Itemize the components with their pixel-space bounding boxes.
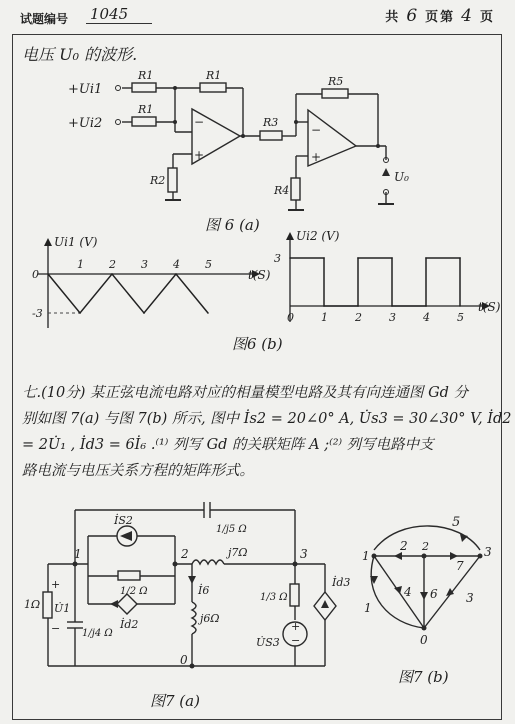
waveform-point — [289, 257, 291, 259]
graph-node-3: 3 — [484, 545, 492, 559]
source-id3-label: İd3 — [332, 576, 351, 589]
graph-branch-3: 3 — [466, 591, 474, 605]
graph-branch-6: 6 — [430, 587, 438, 601]
problem-line: = 2U̇₁ , İd3 = 6İ₆ .⁽¹⁾ 列写 Gd 的关联矩阵 A ;⁽²⁾ 列写电路中支 — [22, 437, 434, 453]
svg-text:−: − — [291, 634, 301, 647]
resistor-r1-top-label: R1 — [138, 69, 154, 82]
resistor-r3-label: R3 — [263, 116, 279, 129]
waveform-point — [425, 257, 427, 259]
waveform-line — [290, 258, 460, 306]
waveform-point — [459, 257, 461, 259]
y-axis-label: Ui2 (V) — [296, 229, 340, 243]
problem-7-text — [22, 380, 512, 484]
x-tick-label: 5 — [457, 311, 464, 324]
figure-7b-caption: 图7 (b) — [398, 668, 449, 686]
x-tick-label: 4 — [423, 311, 430, 324]
figure-6b-caption: 图6 (b) — [232, 335, 283, 353]
svg-text:+: + — [51, 578, 61, 591]
waveform-point — [425, 305, 427, 307]
source-is2-label: İS2 — [114, 514, 133, 527]
x-tick-label: 1 — [321, 311, 328, 324]
y-axis-arrow — [44, 238, 52, 246]
waveform-point — [357, 305, 359, 307]
waveform-line — [48, 274, 208, 313]
figure-7b-graph — [360, 506, 500, 656]
svg-text:+: + — [291, 620, 301, 633]
resistor-r1-feedback-label: R1 — [206, 69, 222, 82]
current-page: 4 — [461, 6, 474, 26]
graph-branch-2: 2 — [400, 539, 408, 553]
x-axis-label: t(S) — [248, 268, 271, 282]
waveform-point — [207, 312, 209, 314]
waveform-point — [391, 257, 393, 259]
svg-text:+: + — [194, 148, 205, 162]
resistor-half-label: 1/2 Ω — [120, 586, 148, 597]
inductor-j6-label: j6Ω — [200, 612, 220, 625]
source-us3-label: U̇S3 — [256, 636, 280, 649]
fig7a-node-1: 1 — [74, 547, 82, 561]
graph-branch-5: 5 — [452, 515, 461, 530]
resistor-r2-label: R2 — [150, 174, 166, 187]
fig7a-node-3: 3 — [300, 547, 308, 561]
y-axis-label: Ui1 (V) — [54, 235, 98, 249]
graph-branch-1: 1 — [364, 601, 372, 615]
fig7a-node-0: 0 — [180, 653, 188, 667]
resistor-r5-label: R5 — [328, 75, 344, 88]
y-tick-label: 0 — [32, 268, 39, 281]
waveform-point — [111, 273, 113, 275]
voltage-u1-label: U̇1 — [54, 602, 71, 615]
resistor-r1-mid-label: R1 — [138, 103, 154, 116]
graph-branch-4: 4 — [404, 585, 412, 599]
cap-left-label: 1/j4 Ω — [82, 628, 113, 639]
output-u0-label: U₀ — [394, 170, 409, 184]
source-id2-label: İd2 — [120, 618, 139, 631]
svg-text:−: − — [51, 622, 61, 635]
graph-node-1: 1 — [362, 549, 370, 563]
cap-top-label: 1/j5 Ω — [216, 524, 247, 535]
waveform-point — [357, 257, 359, 259]
waveform-point — [175, 273, 177, 275]
waveform-point — [143, 312, 145, 314]
resistor-third-label: 1/3 Ω — [260, 592, 288, 603]
x-tick-label: 1 — [77, 258, 84, 271]
waveform-point — [391, 305, 393, 307]
page-indicator: 共 6 页第 4 页 — [385, 6, 495, 26]
graph-node-0: 0 — [420, 633, 428, 647]
problem-line: 路电流与电压关系方程的矩阵形式。 — [22, 463, 254, 479]
resistor-r4-label: R4 — [274, 184, 290, 197]
waveform-point — [323, 305, 325, 307]
x-tick-label: 5 — [205, 258, 212, 271]
total-pages: 6 — [406, 6, 420, 26]
fig7a-node-2: 2 — [181, 547, 189, 561]
waveform-ui2-chart — [268, 228, 504, 336]
problem-line: 七.(10分) 某正弦电流电路对应的相量模型电路及其有向连通图 Gd 分 — [22, 385, 469, 401]
input-ui2-label: +Ui2 — [68, 116, 103, 131]
figure-7a-circuit — [20, 496, 350, 686]
x-tick-label: 2 — [109, 258, 116, 271]
y-tick-label: -3 — [32, 307, 43, 320]
svg-text:+: + — [311, 150, 322, 164]
svg-text:−: − — [311, 123, 322, 137]
x-tick-label: 0 — [287, 311, 294, 324]
exam-id-label: 试题编号 — [20, 12, 69, 26]
waveform-point — [79, 312, 81, 314]
intro-line: 电压 U₀ 的波形. — [22, 45, 138, 64]
waveform-point — [47, 273, 49, 275]
svg-text:−: − — [194, 115, 205, 129]
y-axis-arrow — [286, 232, 294, 240]
waveform-ui1-chart — [18, 235, 271, 336]
x-tick-label: 4 — [173, 258, 180, 271]
waveform-point — [323, 257, 325, 259]
figure-6a-caption: 图 6 (a) — [205, 216, 260, 234]
current-i6-label: İ6 — [198, 584, 210, 597]
graph-branch-7: 7 — [456, 559, 464, 573]
graph-node-2: 2 — [422, 540, 429, 553]
exam-id-number: 1045 — [86, 5, 152, 24]
figure-7a-caption: 图7 (a) — [150, 692, 200, 710]
x-axis-label: t(S) — [478, 300, 501, 314]
y-tick-label: 3 — [274, 252, 281, 265]
x-tick-label: 2 — [355, 311, 362, 324]
x-tick-label: 3 — [389, 311, 396, 324]
resistor-1ohm-label: 1Ω — [24, 598, 41, 611]
x-tick-label: 3 — [141, 258, 148, 271]
problem-line: 别如图 7(a) 与图 7(b) 所示, 图中 İs2 = 20∠0° A, U̇s3 = 30∠30° V, İd2 — [22, 411, 512, 427]
waveform-point — [459, 305, 461, 307]
inductor-j7-label: j7Ω — [228, 546, 248, 559]
input-ui1-label: +Ui1 — [68, 82, 103, 97]
